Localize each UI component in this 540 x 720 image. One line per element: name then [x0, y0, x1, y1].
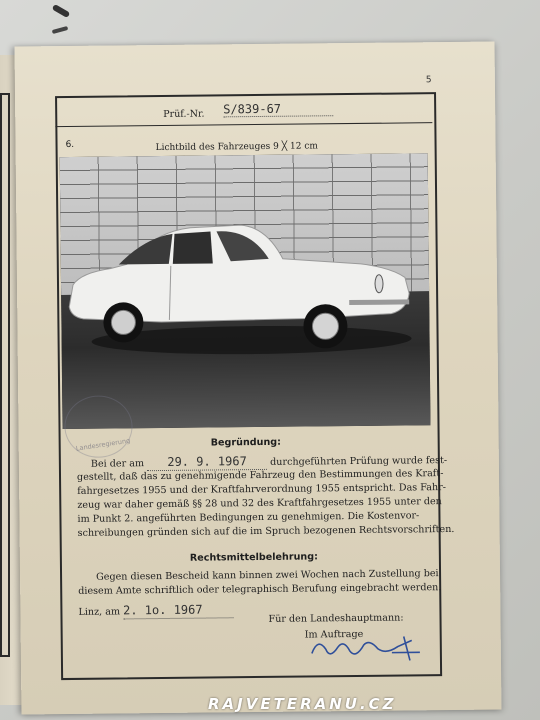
begruendung-line-2: gestellt, daß das zu genehmigende Fahrzeug den Bestimmungen des Kraft-	[76, 468, 444, 483]
stamp-text: Landesregierung	[75, 436, 131, 453]
ink-mark	[52, 4, 71, 18]
car-window-rear	[118, 234, 172, 265]
place-label: Linz, am	[78, 606, 121, 618]
page-number: 5	[425, 75, 432, 86]
line1-start: Bei der am	[90, 458, 145, 470]
car-hubcap-rear	[111, 310, 135, 334]
photo-caption: Lichtbild des Fahrzeuges 9 ╳ 12 cm	[155, 141, 318, 154]
car-hubcap-front	[312, 313, 338, 339]
pruf-label: Prüf.-Nr.	[163, 108, 205, 120]
begruendung-heading: Begründung:	[210, 436, 282, 449]
exam-date-field	[147, 454, 267, 471]
ink-mark	[52, 26, 68, 34]
line1-end: durchgeführten Prüfung wurde fest-	[270, 455, 448, 468]
rechtsmittel-heading: Rechtsmittelbelehrung:	[189, 551, 318, 564]
begruendung-line-4: zeug war daher gemäß §§ 28 und 32 des Kraftfahrgesetzes 1955 unter den	[77, 496, 442, 511]
place-date-line	[78, 602, 233, 619]
handwritten-signature	[308, 630, 428, 667]
authority-line-2: Im Auftrage	[304, 628, 364, 641]
car-headlight	[375, 275, 383, 293]
section-number: 6.	[65, 139, 75, 151]
rechtsmittel-line-1: Gegen diesen Bescheid kann binnen zwei Wochen nach Zustellung bei	[96, 568, 439, 583]
car-illustration	[60, 153, 431, 429]
exam-date: 29. 9. 1967	[167, 454, 247, 469]
watermark: RAJVETERANU.CZ	[208, 695, 397, 713]
rechtsmittel-line-2: diesem Amte schriftlich oder telegraphisch Berufung eingebracht werden.	[78, 582, 442, 597]
begruendung-line-5: im Punkt 2. angeführten Bedingungen zu genehmigen. Die Kostenvor-	[77, 510, 420, 525]
car-window-front	[172, 231, 212, 263]
place-date-field	[123, 602, 233, 619]
pruf-value: S/839-67	[223, 101, 333, 117]
document-page	[15, 42, 502, 715]
car-bumper	[349, 299, 409, 305]
vehicle-photo	[60, 153, 431, 429]
begruendung-line-6: schreibungen gründen sich auf die im Spruch bezogenen Rechtsvorschriften.	[77, 523, 455, 539]
place-date: 2. 1o. 1967	[123, 602, 203, 618]
left-page-frame	[0, 93, 10, 657]
begruendung-line-3: fahrgesetzes 1955 und der Kraftfahrverordnung 1955 entspricht. Das Fahr-	[77, 482, 447, 497]
authority-line-1: Für den Landeshauptmann:	[268, 612, 404, 625]
